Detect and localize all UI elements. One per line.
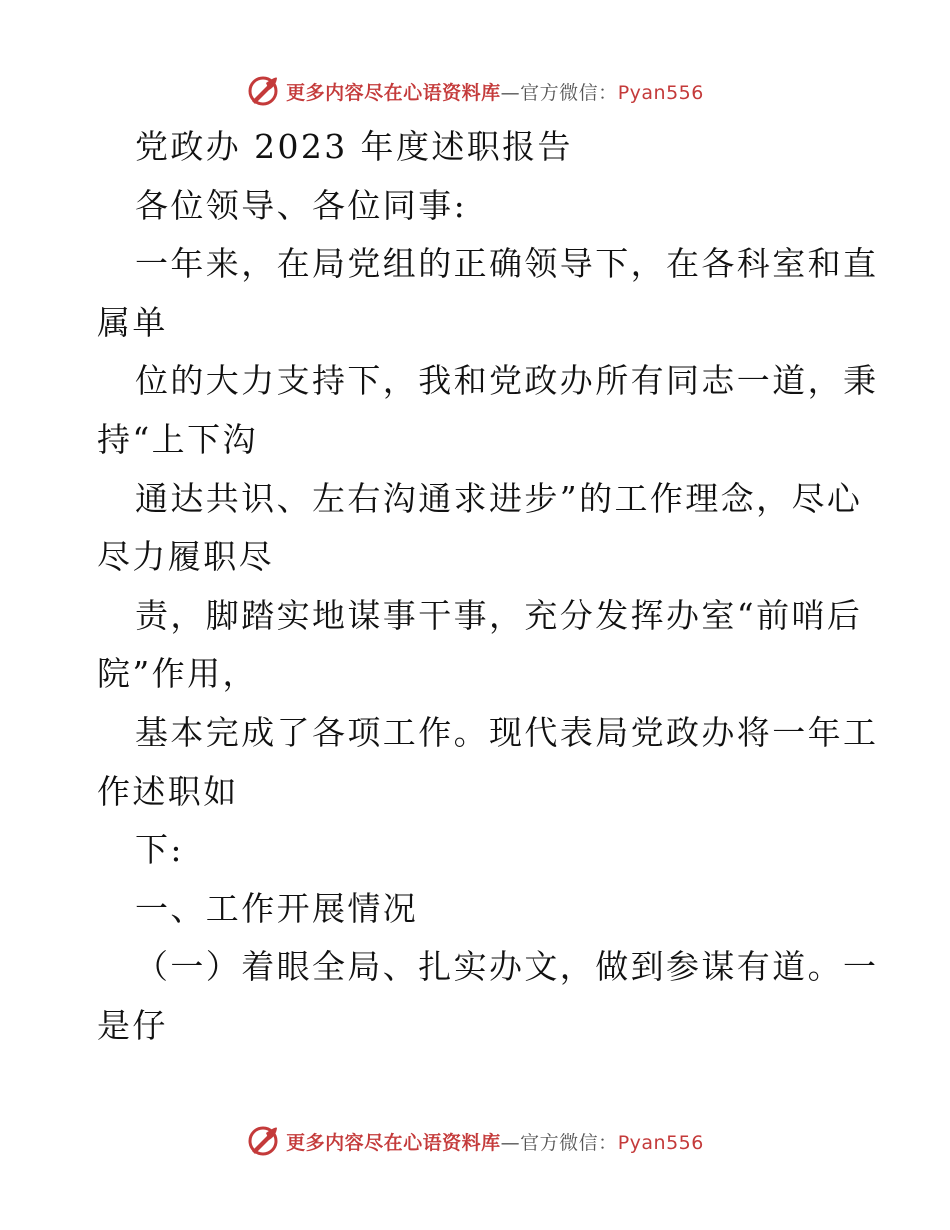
paragraph-line: 是仔 — [97, 1005, 168, 1045]
section-heading: 一、工作开展情况 — [135, 888, 419, 928]
subsection-heading: （一）着眼全局、扎实办文，做到参谋有道。一 — [135, 947, 879, 987]
salutation: 各位领导、各位同事: — [135, 185, 468, 225]
quill-logo-icon — [246, 1124, 280, 1158]
paragraph-line: 持“上下沟 — [97, 419, 258, 459]
paragraph-line: 位的大力支持下，我和党政办所有同志一道，秉 — [135, 361, 879, 401]
watermark-text: 更多内容尽在心语资料库—官方微信：Pyan556 — [286, 1131, 704, 1154]
paragraph-line: 一年来，在局党组的正确领导下，在各科室和直 — [135, 244, 879, 284]
paragraph-line: 基本完成了各项工作。现代表局党政办将一年工 — [135, 712, 879, 752]
paragraph-line: 作述职如 — [97, 771, 239, 811]
document-body — [97, 118, 879, 1056]
watermark-footer — [0, 1121, 950, 1161]
paragraph-line: 下: — [135, 830, 184, 870]
paragraph-line: 尽力履职尽 — [97, 537, 274, 577]
watermark-text: 更多内容尽在心语资料库—官方微信：Pyan556 — [286, 81, 704, 104]
document-title: 党政办 2023 年度述职报告 — [135, 127, 573, 166]
paragraph-line: 通达共识、左右沟通求进步”的工作理念，尽心 — [135, 478, 863, 518]
paragraph-line: 院”作用， — [97, 654, 258, 694]
paragraph-line: 属单 — [97, 302, 168, 342]
watermark-header — [0, 71, 950, 111]
quill-logo-icon — [246, 74, 280, 108]
paragraph-line: 责，脚踏实地谋事干事，充分发挥办室“前哨后 — [135, 595, 863, 635]
